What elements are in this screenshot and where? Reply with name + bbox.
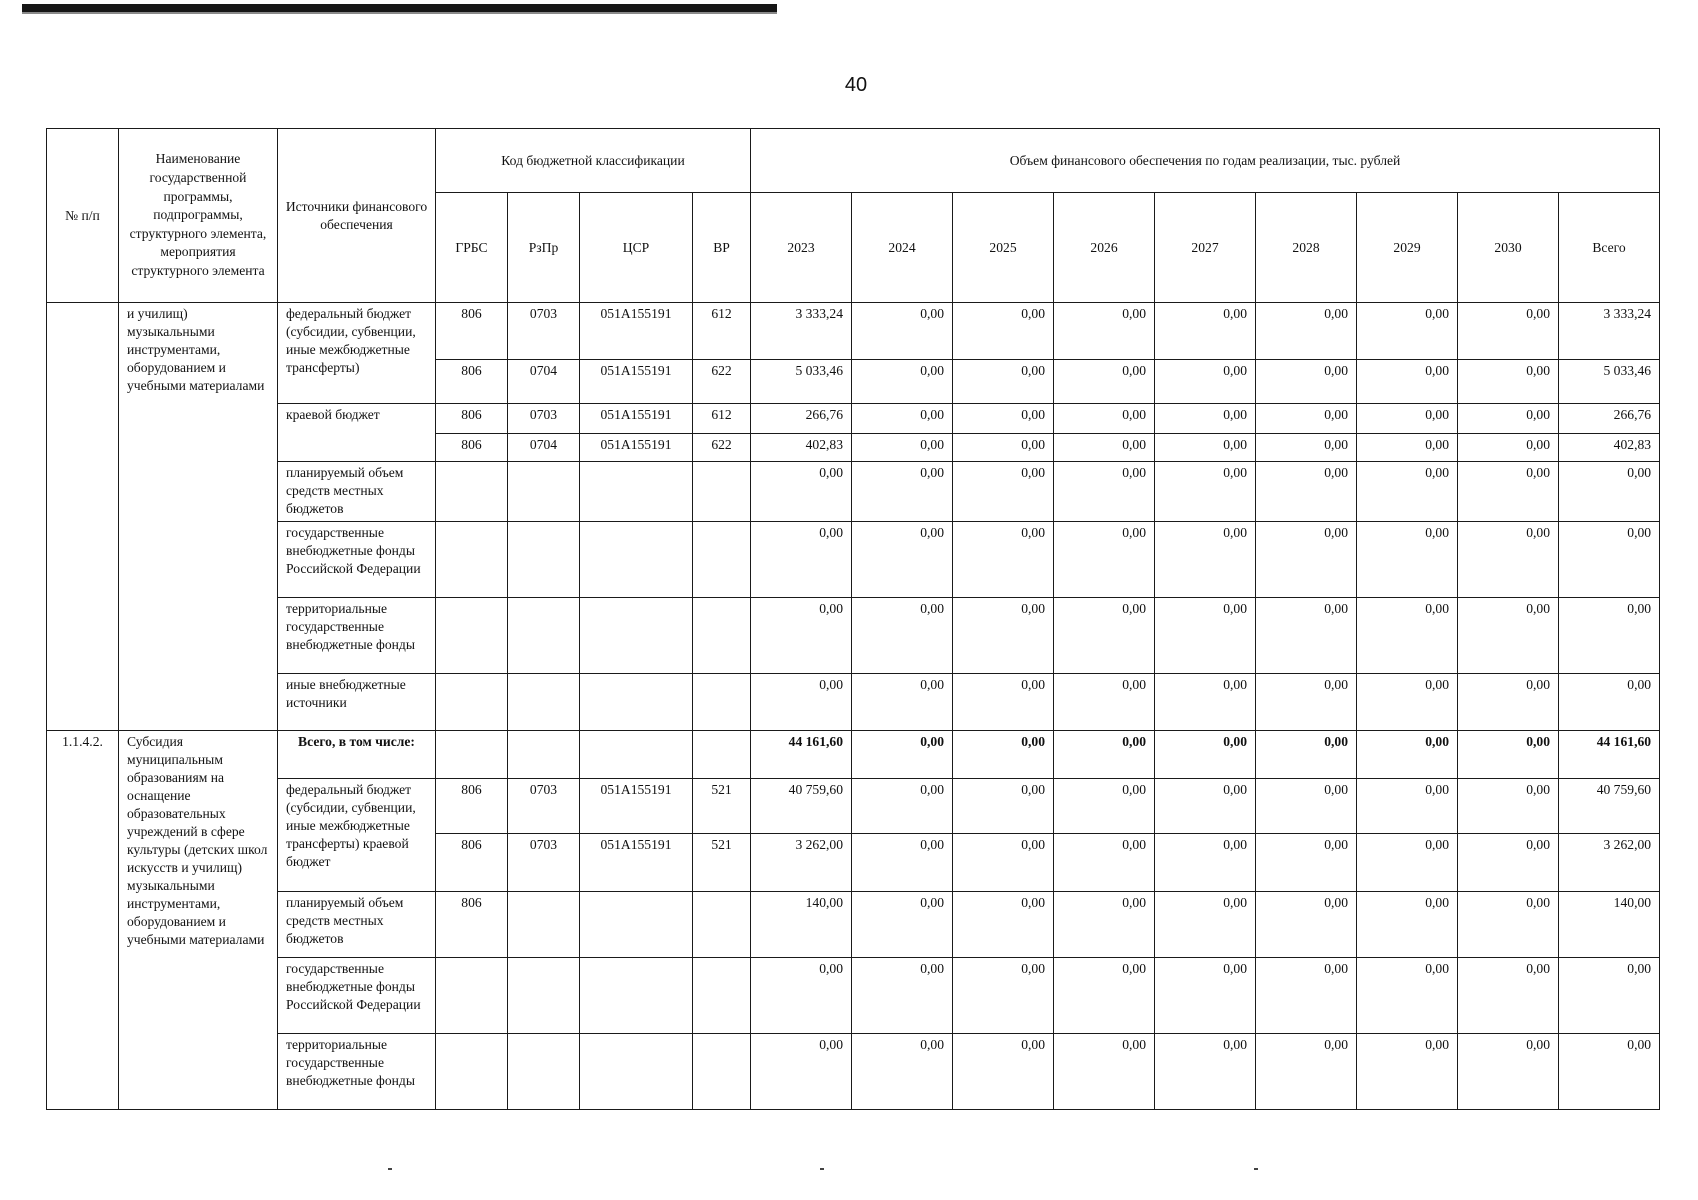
value-2026: 0,00: [1054, 674, 1155, 731]
program-name: Субсидия муниципальным образованиям на оснащение образовательных учреждений в сфере культуры (детских школ искусств и училищ) музыкальными инструментами, оборудованием и учебными материалами: [119, 731, 278, 1110]
csr-cell: 051А155191: [580, 404, 693, 434]
scan-edge-line: [22, 12, 777, 14]
header-code-group: Код бюджетной классификации: [436, 129, 751, 193]
grbs-cell: [436, 1034, 508, 1110]
vr-cell: [693, 522, 751, 598]
row-num: 1.1.4.2.: [47, 731, 119, 1110]
value-2024: 0,00: [852, 522, 953, 598]
value-2029: 0,00: [1357, 404, 1458, 434]
value-total: 0,00: [1559, 598, 1660, 674]
value-2028: 0,00: [1256, 958, 1357, 1034]
grbs-cell: [436, 598, 508, 674]
value-2028: 0,00: [1256, 779, 1357, 834]
source-cell: Всего, в том числе:: [278, 731, 436, 779]
value-2028: 0,00: [1256, 434, 1357, 462]
value-2023: 140,00: [751, 892, 852, 958]
grbs-cell: 806: [436, 303, 508, 360]
value-2025: 0,00: [953, 779, 1054, 834]
value-2028: 0,00: [1256, 834, 1357, 892]
rzpr-cell: [508, 522, 580, 598]
value-2029: 0,00: [1357, 674, 1458, 731]
grbs-cell: 806: [436, 892, 508, 958]
table-row: [47, 522, 1660, 598]
value-2029: 0,00: [1357, 892, 1458, 958]
vr-cell: [693, 674, 751, 731]
value-2025: 0,00: [953, 522, 1054, 598]
header-total: Всего: [1559, 193, 1660, 303]
value-2028: 0,00: [1256, 360, 1357, 404]
grbs-cell: 806: [436, 834, 508, 892]
value-2023: 402,83: [751, 434, 852, 462]
vr-cell: [693, 892, 751, 958]
value-2024: 0,00: [852, 434, 953, 462]
vr-cell: 612: [693, 404, 751, 434]
scan-speck: [820, 1168, 824, 1170]
page-number: 40: [844, 74, 868, 96]
value-2026: 0,00: [1054, 598, 1155, 674]
value-2026: 0,00: [1054, 834, 1155, 892]
value-total: 0,00: [1559, 1034, 1660, 1110]
value-2029: 0,00: [1357, 522, 1458, 598]
value-2027: 0,00: [1155, 598, 1256, 674]
value-2026: 0,00: [1054, 404, 1155, 434]
csr-cell: 051А155191: [580, 360, 693, 404]
grbs-cell: [436, 462, 508, 522]
value-2029: 0,00: [1357, 834, 1458, 892]
value-2026: 0,00: [1054, 958, 1155, 1034]
csr-cell: [580, 958, 693, 1034]
value-2023: 0,00: [751, 1034, 852, 1110]
header-rzpr: РзПр: [508, 193, 580, 303]
value-2029: 0,00: [1357, 434, 1458, 462]
value-2025: 0,00: [953, 360, 1054, 404]
value-2029: 0,00: [1357, 1034, 1458, 1110]
vr-cell: 521: [693, 834, 751, 892]
table-row: [47, 598, 1660, 674]
value-total: 266,76: [1559, 404, 1660, 434]
value-total: 140,00: [1559, 892, 1660, 958]
value-2027: 0,00: [1155, 404, 1256, 434]
value-2027: 0,00: [1155, 434, 1256, 462]
value-2026: 0,00: [1054, 1034, 1155, 1110]
value-2026: 0,00: [1054, 522, 1155, 598]
grbs-cell: 806: [436, 404, 508, 434]
rzpr-cell: [508, 462, 580, 522]
table-row: [47, 731, 1660, 779]
source-cell: территориальные государственные внебюджетные фонды: [278, 1034, 436, 1110]
value-total: 0,00: [1559, 462, 1660, 522]
header-y2025: 2025: [953, 193, 1054, 303]
value-2028: 0,00: [1256, 303, 1357, 360]
scan-speck: [388, 1168, 392, 1170]
value-2030: 0,00: [1458, 462, 1559, 522]
vr-cell: [693, 1034, 751, 1110]
header-y2023: 2023: [751, 193, 852, 303]
rzpr-cell: [508, 598, 580, 674]
value-2023: 0,00: [751, 674, 852, 731]
value-2027: 0,00: [1155, 462, 1256, 522]
value-2028: 0,00: [1256, 462, 1357, 522]
value-2025: 0,00: [953, 303, 1054, 360]
value-2027: 0,00: [1155, 834, 1256, 892]
value-2030: 0,00: [1458, 522, 1559, 598]
vr-cell: 612: [693, 303, 751, 360]
value-2029: 0,00: [1357, 598, 1458, 674]
value-total: 44 161,60: [1559, 731, 1660, 779]
csr-cell: [580, 598, 693, 674]
value-2025: 0,00: [953, 462, 1054, 522]
program-name: и училищ) музыкальными инструментами, оборудованием и учебными материалами: [119, 303, 278, 731]
csr-cell: [580, 462, 693, 522]
value-2026: 0,00: [1054, 360, 1155, 404]
header-volume-group: Объем финансового обеспечения по годам реализации, тыс. рублей: [751, 129, 1660, 193]
grbs-cell: 806: [436, 779, 508, 834]
grbs-cell: 806: [436, 434, 508, 462]
scan-speck: [1254, 1168, 1258, 1170]
value-2024: 0,00: [852, 779, 953, 834]
table-row: [47, 892, 1660, 958]
value-2026: 0,00: [1054, 462, 1155, 522]
grbs-cell: [436, 958, 508, 1034]
table-row: [47, 674, 1660, 731]
rzpr-cell: 0703: [508, 404, 580, 434]
value-2027: 0,00: [1155, 522, 1256, 598]
vr-cell: [693, 598, 751, 674]
csr-cell: [580, 731, 693, 779]
value-2029: 0,00: [1357, 360, 1458, 404]
value-2025: 0,00: [953, 404, 1054, 434]
value-2025: 0,00: [953, 434, 1054, 462]
vr-cell: 622: [693, 434, 751, 462]
value-2024: 0,00: [852, 360, 953, 404]
value-2025: 0,00: [953, 674, 1054, 731]
value-2025: 0,00: [953, 731, 1054, 779]
value-total: 0,00: [1559, 674, 1660, 731]
value-total: 3 333,24: [1559, 303, 1660, 360]
value-2025: 0,00: [953, 598, 1054, 674]
row-num: [47, 303, 119, 731]
header-grbs: ГРБС: [436, 193, 508, 303]
value-2023: 3 262,00: [751, 834, 852, 892]
value-2024: 0,00: [852, 674, 953, 731]
csr-cell: 051А155191: [580, 834, 693, 892]
value-2023: 0,00: [751, 522, 852, 598]
value-2030: 0,00: [1458, 779, 1559, 834]
rzpr-cell: 0703: [508, 834, 580, 892]
source-cell: иные внебюджетные источники: [278, 674, 436, 731]
header-vr: ВР: [693, 193, 751, 303]
value-2027: 0,00: [1155, 674, 1256, 731]
header-y2024: 2024: [852, 193, 953, 303]
value-2026: 0,00: [1054, 779, 1155, 834]
header-csr: ЦСР: [580, 193, 693, 303]
value-2030: 0,00: [1458, 892, 1559, 958]
rzpr-cell: [508, 1034, 580, 1110]
value-2029: 0,00: [1357, 731, 1458, 779]
value-2024: 0,00: [852, 731, 953, 779]
value-2024: 0,00: [852, 1034, 953, 1110]
value-2023: 0,00: [751, 598, 852, 674]
value-2030: 0,00: [1458, 404, 1559, 434]
value-2025: 0,00: [953, 1034, 1054, 1110]
value-2023: 0,00: [751, 462, 852, 522]
value-2026: 0,00: [1054, 892, 1155, 958]
rzpr-cell: 0703: [508, 779, 580, 834]
vr-cell: [693, 958, 751, 1034]
source-cell: государственные внебюджетные фонды Российской Федерации: [278, 522, 436, 598]
value-total: 5 033,46: [1559, 360, 1660, 404]
source-cell: территориальные государственные внебюджетные фонды: [278, 598, 436, 674]
header-y2030: 2030: [1458, 193, 1559, 303]
rzpr-cell: [508, 892, 580, 958]
budget-table: [46, 128, 1660, 1110]
rzpr-cell: [508, 731, 580, 779]
value-2030: 0,00: [1458, 834, 1559, 892]
value-2024: 0,00: [852, 598, 953, 674]
value-2030: 0,00: [1458, 731, 1559, 779]
value-2027: 0,00: [1155, 892, 1256, 958]
value-2027: 0,00: [1155, 1034, 1256, 1110]
value-2023: 40 759,60: [751, 779, 852, 834]
rzpr-cell: [508, 674, 580, 731]
header-y2026: 2026: [1054, 193, 1155, 303]
table-row: [47, 779, 1660, 834]
value-2027: 0,00: [1155, 958, 1256, 1034]
rzpr-cell: [508, 958, 580, 1034]
csr-cell: [580, 892, 693, 958]
value-2027: 0,00: [1155, 779, 1256, 834]
source-cell: планируемый объем средств местных бюджетов: [278, 462, 436, 522]
value-2029: 0,00: [1357, 303, 1458, 360]
value-2023: 0,00: [751, 958, 852, 1034]
value-2024: 0,00: [852, 892, 953, 958]
value-2024: 0,00: [852, 462, 953, 522]
header-y2029: 2029: [1357, 193, 1458, 303]
value-total: 0,00: [1559, 522, 1660, 598]
csr-cell: [580, 522, 693, 598]
value-2028: 0,00: [1256, 674, 1357, 731]
source-cell: федеральный бюджет (субсидии, субвенции, иные межбюджетные трансферты) краевой бюджет: [278, 779, 436, 892]
table-row: [47, 958, 1660, 1034]
value-2030: 0,00: [1458, 958, 1559, 1034]
table-row: [47, 462, 1660, 522]
grbs-cell: [436, 674, 508, 731]
header-num: № п/п: [47, 129, 119, 303]
value-2028: 0,00: [1256, 1034, 1357, 1110]
value-2029: 0,00: [1357, 958, 1458, 1034]
value-total: 40 759,60: [1559, 779, 1660, 834]
value-2030: 0,00: [1458, 598, 1559, 674]
value-2028: 0,00: [1256, 731, 1357, 779]
value-2024: 0,00: [852, 303, 953, 360]
table-row: [47, 404, 1660, 434]
value-2024: 0,00: [852, 958, 953, 1034]
csr-cell: [580, 1034, 693, 1110]
header-y2028: 2028: [1256, 193, 1357, 303]
csr-cell: 051А155191: [580, 303, 693, 360]
value-2028: 0,00: [1256, 522, 1357, 598]
value-2030: 0,00: [1458, 434, 1559, 462]
value-2025: 0,00: [953, 892, 1054, 958]
source-cell: федеральный бюджет (субсидии, субвенции, иные межбюджетные трансферты): [278, 303, 436, 404]
value-2030: 0,00: [1458, 1034, 1559, 1110]
value-2023: 266,76: [751, 404, 852, 434]
value-total: 3 262,00: [1559, 834, 1660, 892]
table-row: [47, 303, 1660, 360]
header-y2027: 2027: [1155, 193, 1256, 303]
value-2025: 0,00: [953, 958, 1054, 1034]
value-2027: 0,00: [1155, 731, 1256, 779]
value-2023: 44 161,60: [751, 731, 852, 779]
value-total: 402,83: [1559, 434, 1660, 462]
vr-cell: [693, 731, 751, 779]
value-2024: 0,00: [852, 834, 953, 892]
value-2030: 0,00: [1458, 674, 1559, 731]
header-name: Наименование государственной программы, подпрограммы, структурного элемента, мероприятия структурного элемента: [119, 129, 278, 303]
value-2027: 0,00: [1155, 303, 1256, 360]
value-2028: 0,00: [1256, 892, 1357, 958]
vr-cell: 622: [693, 360, 751, 404]
value-2028: 0,00: [1256, 404, 1357, 434]
source-cell: государственные внебюджетные фонды Российской Федерации: [278, 958, 436, 1034]
value-total: 0,00: [1559, 958, 1660, 1034]
value-2027: 0,00: [1155, 360, 1256, 404]
header-source: Источники финансового обеспечения: [278, 129, 436, 303]
grbs-cell: [436, 522, 508, 598]
source-cell: краевой бюджет: [278, 404, 436, 462]
value-2026: 0,00: [1054, 731, 1155, 779]
value-2029: 0,00: [1357, 462, 1458, 522]
grbs-cell: 806: [436, 360, 508, 404]
value-2023: 3 333,24: [751, 303, 852, 360]
value-2025: 0,00: [953, 834, 1054, 892]
vr-cell: [693, 462, 751, 522]
value-2026: 0,00: [1054, 303, 1155, 360]
value-2030: 0,00: [1458, 360, 1559, 404]
value-2028: 0,00: [1256, 598, 1357, 674]
grbs-cell: [436, 731, 508, 779]
rzpr-cell: 0704: [508, 360, 580, 404]
value-2024: 0,00: [852, 404, 953, 434]
value-2026: 0,00: [1054, 434, 1155, 462]
csr-cell: 051А155191: [580, 434, 693, 462]
rzpr-cell: 0703: [508, 303, 580, 360]
source-cell: планируемый объем средств местных бюджетов: [278, 892, 436, 958]
csr-cell: 051А155191: [580, 779, 693, 834]
value-2023: 5 033,46: [751, 360, 852, 404]
table-body: [47, 303, 1660, 1110]
table-header: [47, 129, 1660, 303]
csr-cell: [580, 674, 693, 731]
rzpr-cell: 0704: [508, 434, 580, 462]
value-2029: 0,00: [1357, 779, 1458, 834]
vr-cell: 521: [693, 779, 751, 834]
table-row: [47, 1034, 1660, 1110]
value-2030: 0,00: [1458, 303, 1559, 360]
